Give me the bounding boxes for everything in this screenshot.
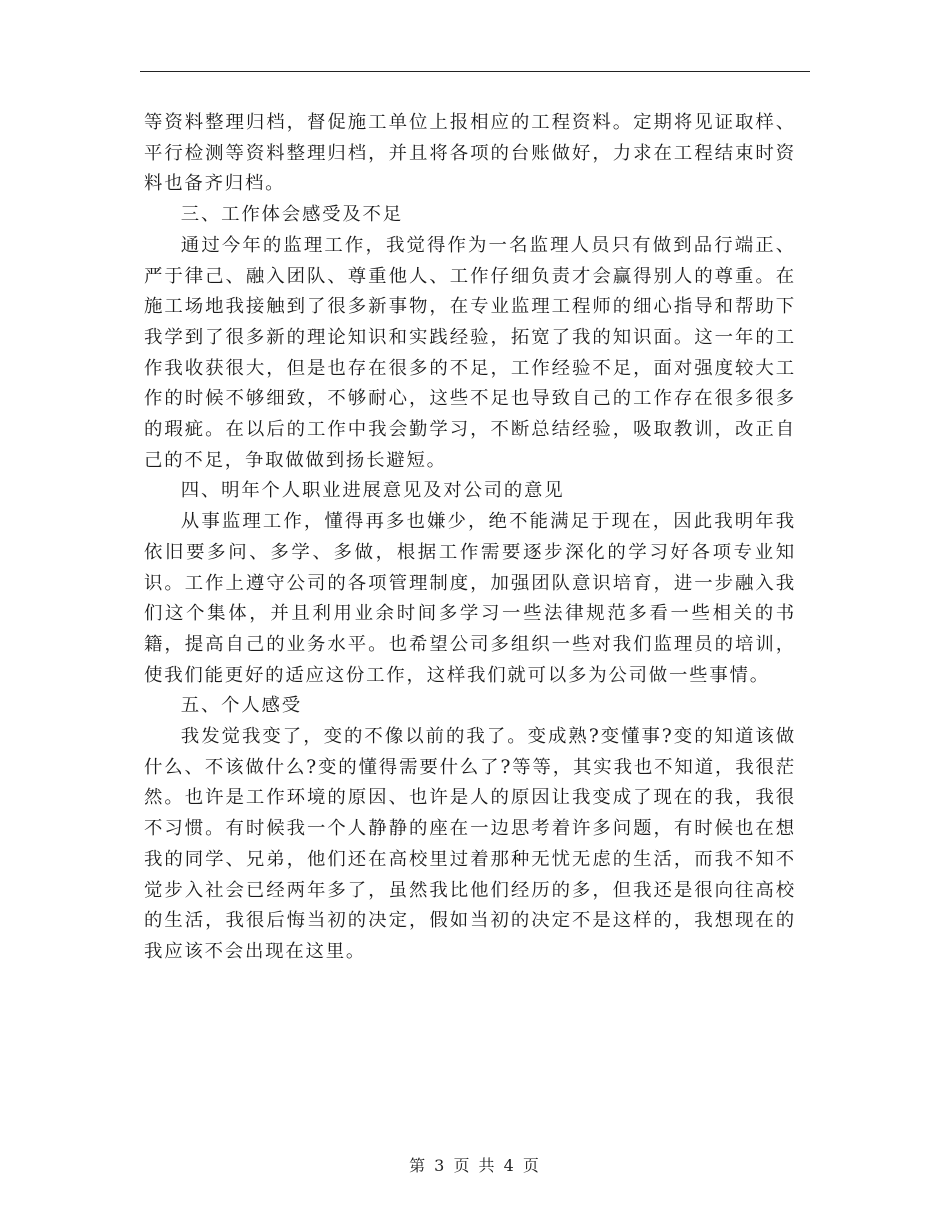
paragraph-next-year: 从事监理工作，懂得再多也嫌少，绝不能满足于现在，因此我明年我依旧要多问、多学、多做，根据工作需要逐步深化的学习好各项专业知识。工作上遵守公司的各项管理制度，加强团队意识培育，进一步融入我们这个集体，并且利用业余时间多学习一些法律规范多看一些相关的书籍，提高自己的业务水平。也希望公司多组织一些对我们监理员的培训，使我们能更好的适应这份工作，这样我们就可以多为公司做一些事情。 [144, 511, 796, 686]
page-number: 第 3 页 共 4 页 [409, 1156, 541, 1175]
section-heading-5: 五、个人感受 [180, 695, 302, 717]
header-rule [140, 71, 810, 72]
document-body [144, 108, 796, 968]
paragraph-experience: 通过今年的监理工作，我觉得作为一名监理人员只有做到品行端正、严于律己、融入团队、尊重他人、工作仔细负责才会赢得别人的尊重。在施工场地我接触到了很多新事物，在专业监理工程师的细心指导和帮助下我学到了很多新的理论知识和实践经验，拓宽了我的知识面。这一年的工作我收获很大，但是也存在很多的不足，工作经验不足，面对强度较大工作的时候不够细致，不够耐心，这些不足也导致自己的工作存在很多很多的瑕疵。在以后的工作中我会勤学习，不断总结经验，吸取教训，改正自己的不足，争取做做到扬长避短。 [144, 234, 796, 471]
paragraph-feelings: 我发觉我变了，变的不像以前的我了。变成熟?变懂事?变的知道该做什么、不该做什么?变的懂得需要什么了?等等，其实我也不知道，我很茫然。也许是工作环境的原因、也许是人的原因让我变成了现在的我，我很不习惯。有时候我一个人静静的座在一边思考着许多问题，有时候也在想我的同学、兄弟，他们还在高校里过着那种无忧无虑的生活，而我不知不觉步入社会已经两年多了，虽然我比他们经历的多，但我还是很向往高校的生活，我很后悔当初的决定，假如当初的决定不是这样的，我想现在的我应该不会出现在这里。 [144, 726, 796, 962]
paragraph-filing: 等资料整理归档，督促施工单位上报相应的工程资料。定期将见证取样、平行检测等资料整理归档，并且将各项的台账做好，力求在工程结束时资料也备齐归档。 [144, 112, 796, 195]
section-heading-3: 三、工作体会感受及不足 [180, 204, 403, 226]
section-heading-4: 四、明年个人职业进展意见及对公司的意见 [180, 480, 565, 502]
